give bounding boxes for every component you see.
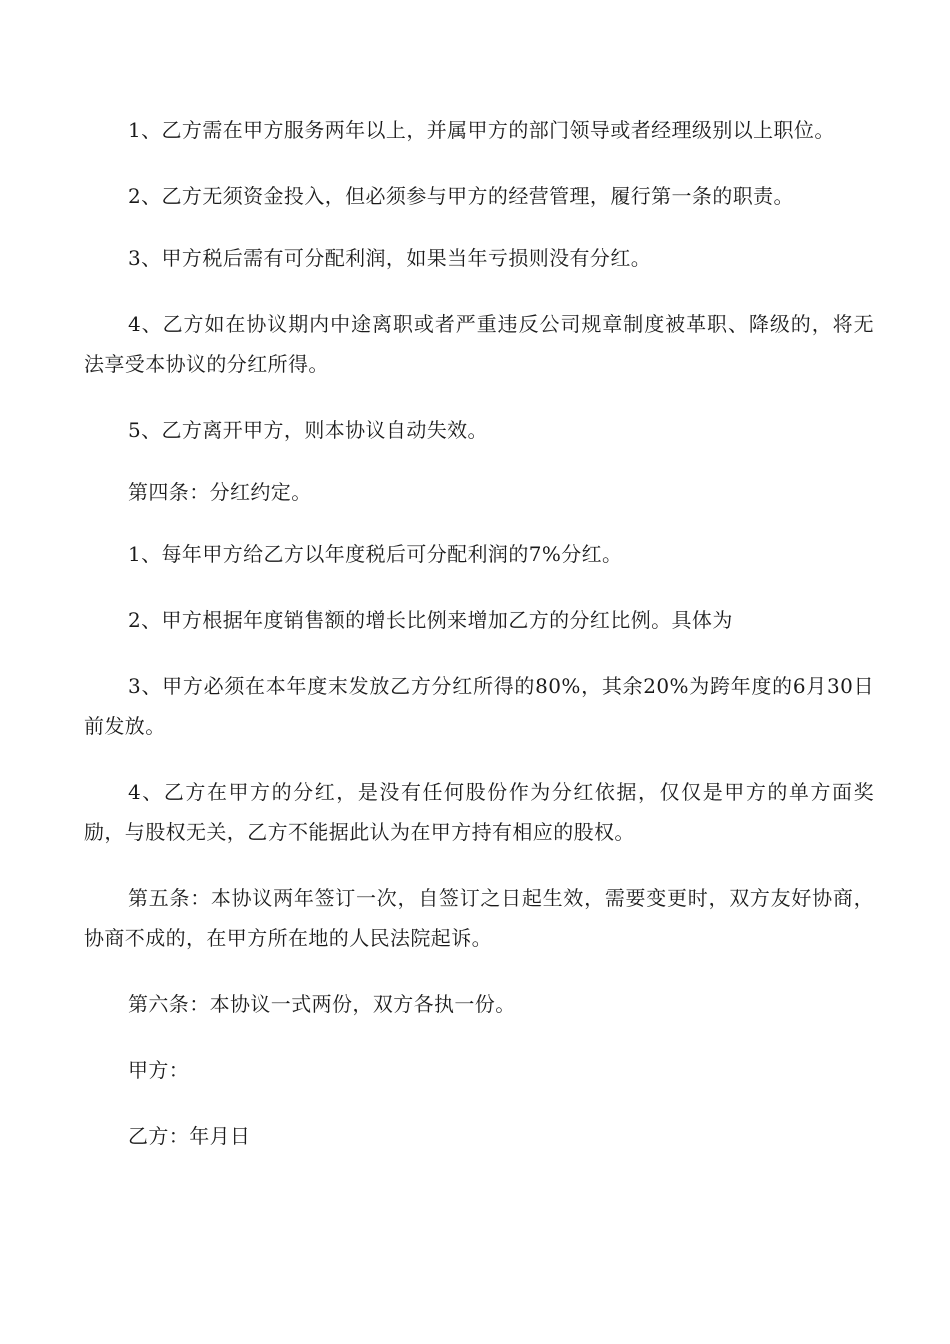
clause-3-item-4: 4、乙方如在协议期内中途离职或者严重违反公司规章制度被革职、降级的，将无法享受本协议的分红所得。 (84, 312, 874, 376)
clause-6: 第六条：本协议一式两份，双方各执一份。 (128, 992, 516, 1016)
clause-3-item-3: 3、甲方税后需有可分配利润，如果当年亏损则没有分红。 (128, 246, 652, 270)
clause-3-item-5: 5、乙方离开甲方，则本协议自动失效。 (128, 418, 488, 442)
clause-5: 第五条：本协议两年签订一次，自签订之日起生效，需要变更时，双方友好协商，协商不成的，在甲方所在地的人民法院起诉。 (84, 886, 874, 950)
party-b-signature-date: 乙方：年月日 (128, 1124, 251, 1148)
clause-4-item-4: 4、乙方在甲方的分红，是没有任何股份作为分红依据，仅仅是甲方的单方面奖励，与股权无关，乙方不能据此认为在甲方持有相应的股权。 (84, 780, 874, 844)
clause-4-item-3: 3、甲方必须在本年度末发放乙方分红所得的80%，其余20%为跨年度的6月30日前发放。 (84, 674, 874, 738)
clause-4-heading: 第四条：分红约定。 (128, 480, 312, 504)
document-page (84, 110, 874, 1156)
clause-4-item-2: 2、甲方根据年度销售额的增长比例来增加乙方的分红比例。具体为 (128, 608, 733, 632)
clause-4-item-1: 1、每年甲方给乙方以年度税后可分配利润的7%分红。 (128, 542, 623, 566)
clause-3-item-1: 1、乙方需在甲方服务两年以上，并属甲方的部门领导或者经理级别以上职位。 (128, 118, 835, 142)
clause-3-item-2: 2、乙方无须资金投入，但必须参与甲方的经营管理，履行第一条的职责。 (128, 184, 794, 208)
party-a-signature: 甲方： (128, 1058, 190, 1082)
